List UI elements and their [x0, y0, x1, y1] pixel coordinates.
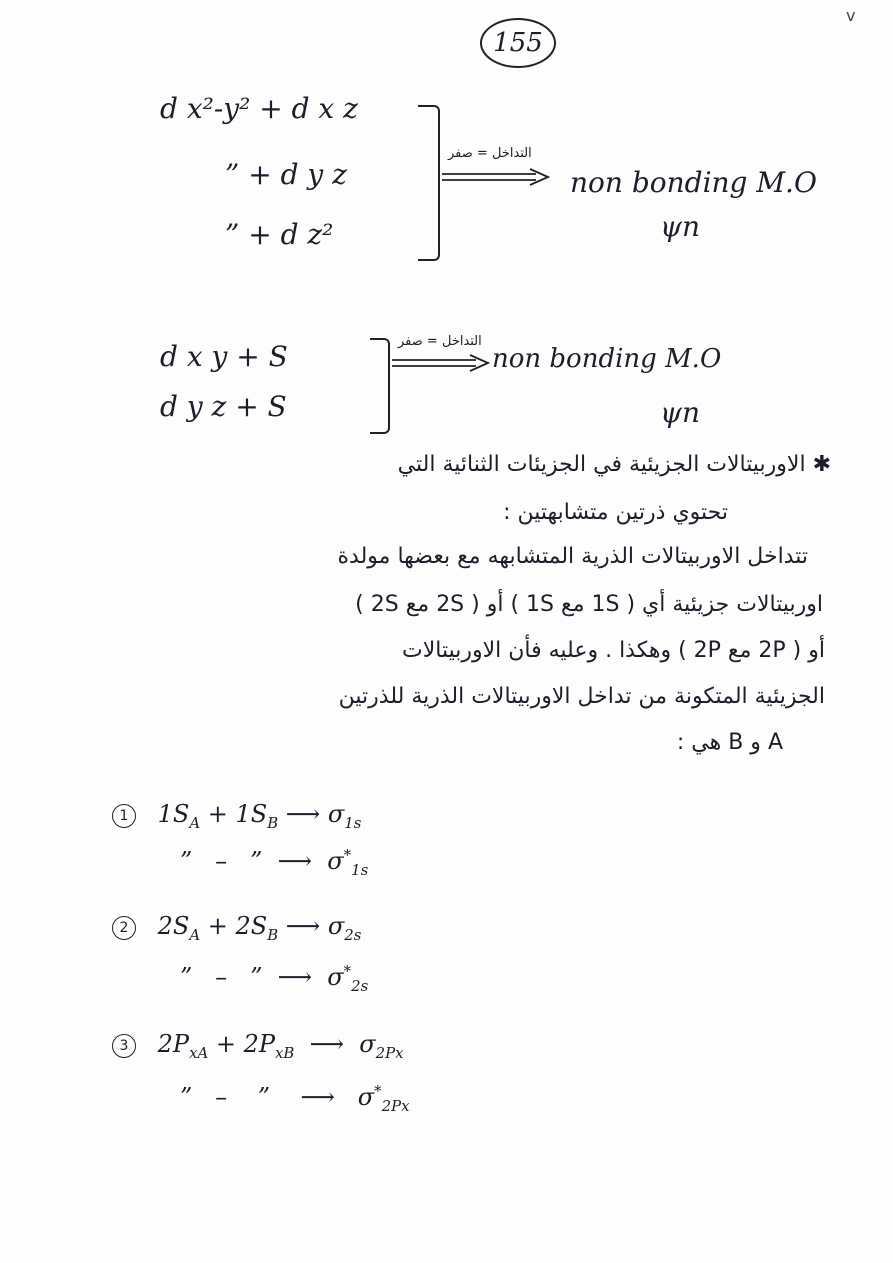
- block1-arrow-label: التداخل = صفر: [448, 146, 532, 161]
- right-arrow-icon: ⟶: [285, 912, 321, 940]
- equation-number: 2: [112, 916, 136, 940]
- right-arrow-icon: ⟶: [300, 1083, 335, 1111]
- block2-arrow-icon: [390, 354, 490, 372]
- block2-line-2: d y z + S: [160, 390, 287, 423]
- arabic-line-7: A و B هي :: [676, 730, 783, 755]
- block1-symbol: ψn: [660, 210, 700, 243]
- block1-brace: [418, 105, 440, 261]
- equation-number: 1: [112, 804, 136, 828]
- page-number: 155: [480, 18, 556, 68]
- arabic-line-2: تحتوي ذرتين متشابهتين :: [503, 500, 728, 525]
- block2-arrow-label: التداخل = صفر: [398, 334, 482, 349]
- block1-line-3: ” + d z²: [225, 218, 334, 251]
- equation-2-plus: 2 $2S_A + 2S_B$ ⟶ $\sigma_{2s}$: [112, 912, 361, 944]
- arabic-line-4: اوربيتالات جزيئية أي ( 1S مع 1S ) أو ( 2S مع 2S ): [355, 592, 823, 617]
- block1-line-2: ” + d y z: [225, 158, 347, 191]
- equation-1-minus: ” – ” ⟶ $\sigma^*_{1s}$: [180, 846, 369, 879]
- block1-line-1: d x²-y² + d x z: [160, 92, 358, 125]
- arabic-line-5: أو ( 2P مع 2P ) وهكذا . وعليه فأن الاوربيتالات: [401, 638, 825, 663]
- right-arrow-icon: ⟶: [277, 847, 313, 875]
- right-arrow-icon: ⟶: [285, 800, 321, 828]
- block2-result: non bonding M.O: [492, 344, 722, 374]
- equation-1-plus: 1 $1S_A + 1S_B$ ⟶ $\sigma_{1s}$: [112, 800, 361, 832]
- equation-3-plus: 3 $2P_{xA} + 2P_{xB}$ ⟶ $\sigma_{2Px}$: [112, 1030, 404, 1062]
- block1-result: non bonding M.O: [570, 166, 817, 199]
- block2-line-1: d x y + S: [160, 340, 288, 373]
- arabic-line-3: تتداخل الاوربيتالات الذرية المتشابهه مع بعضها مولدة: [337, 544, 808, 569]
- arabic-line-6: الجزيئية المتكونة من تداخل الاوربيتالات الذرية للذرتين: [338, 684, 825, 709]
- block1-arrow-icon: [440, 168, 550, 186]
- equation-3-minus: ” – ” ⟶ $\sigma^*_{2Px}$: [180, 1082, 410, 1115]
- equation-2-minus: ” – ” ⟶ $\sigma^*_{2s}$: [180, 962, 369, 995]
- equation-number: 3: [112, 1034, 136, 1058]
- block2-symbol: ψn: [660, 396, 700, 429]
- right-arrow-icon: ⟶: [277, 963, 313, 991]
- block2-brace: [370, 338, 390, 434]
- arabic-line-1: ✱ الاوربيتالات الجزيئية في الجزيئات الثنائية التي: [397, 452, 831, 477]
- corner-mark: v: [846, 6, 856, 25]
- right-arrow-icon: ⟶: [309, 1030, 345, 1058]
